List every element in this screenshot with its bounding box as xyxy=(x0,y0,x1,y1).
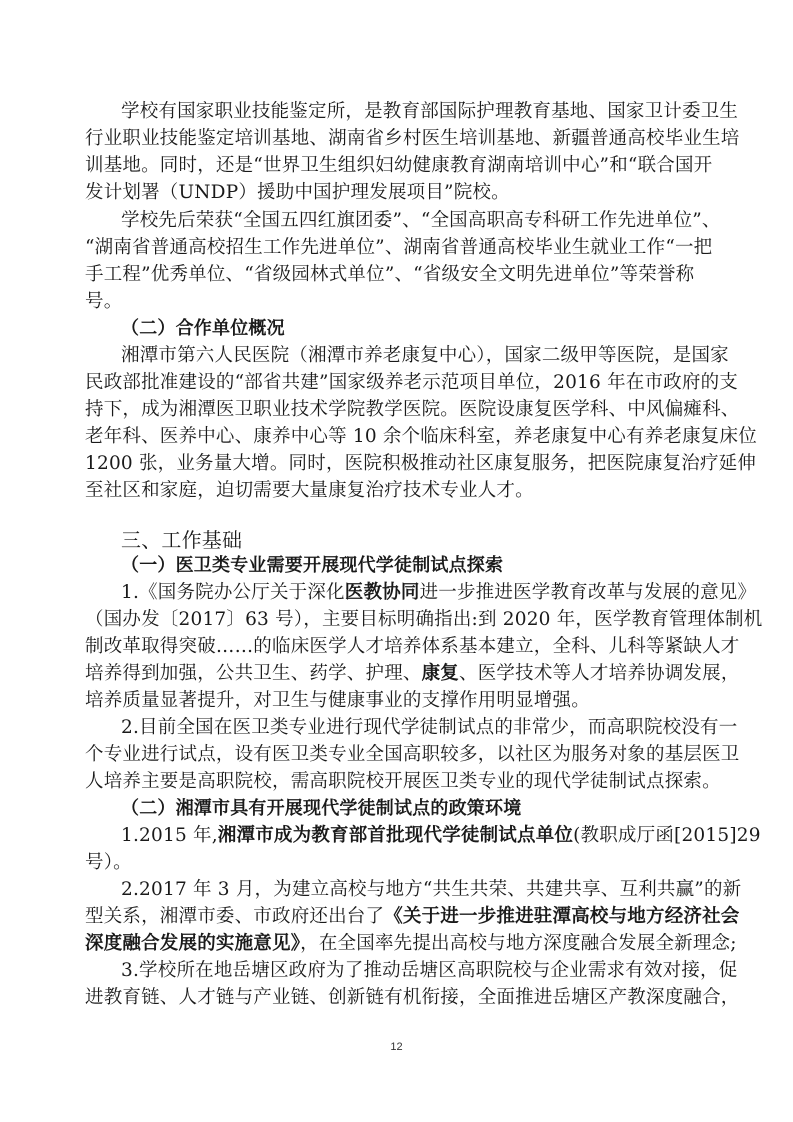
paragraph-line xyxy=(85,931,737,957)
subheading-partner: （二）合作单位概况 xyxy=(121,318,285,339)
bold-run: 湘潭市成为教育部首批现代学徒制试点单位 xyxy=(217,825,574,846)
paragraph-line: 老年科、医养中心、康养中心等 10 余个临床科室，养老康复中心有养老康复床位 xyxy=(85,426,757,447)
paragraph-line xyxy=(121,580,756,606)
subheading-2: （二）湘潭市具有开展现代学徒制试点的政策环境 xyxy=(121,798,522,819)
paragraph-line xyxy=(121,823,761,849)
paragraph-line: 制改革取得突破……的临床医学人才培养体系基本建立，全科、儿科等紧缺人才 xyxy=(85,636,740,657)
paragraph-line: 1200 张，业务量大增。同时，医院积极推动社区康复服务，把医院康复治疗延伸 xyxy=(85,453,757,474)
text-run: 型关系，湘潭市委、市政府还出台了 xyxy=(85,906,385,927)
bold-run: 医教协同 xyxy=(344,582,420,603)
paragraph-line: 训基地。同时，还是“世界卫生组织妇幼健康教育湖南培训中心”和“联合国开 xyxy=(85,155,713,176)
bold-run: 《关于进一步推进驻潭高校与地方经济社会 xyxy=(384,906,740,927)
paragraph-line: （国办发〔2017〕63 号），主要目标明确指出:到 2020 年，医学教育管理体制机 xyxy=(85,609,763,630)
paragraph-line: 2.目前全国在医卫类专业进行现代学徒制试点的非常少，而高职院校没有一 xyxy=(121,717,738,738)
paragraph-line xyxy=(85,904,740,930)
paragraph-line: 号）。 xyxy=(85,852,132,873)
paragraph-line: 2.2017 年 3 月，为建立高校与地方“共生共荣、共建共享、互利共赢”的新 xyxy=(121,879,742,900)
paragraph-line: 湘潭市第六人民医院（湘潭市养老康复中心），国家二级甲等医院，是国家 xyxy=(121,345,729,366)
paragraph-line: 民政部批准建设的“部省共建”国家级养老示范项目单位，2016 年在市政府的支 xyxy=(85,372,738,393)
bold-run: 深度融合发展的实施意见》 xyxy=(85,933,301,954)
paragraph-line: 号。 xyxy=(85,291,123,312)
text-run: ，在全国率先提出高校与地方深度融合发展全新理念; xyxy=(300,933,737,954)
section-heading: 三、工作基础 xyxy=(121,528,243,552)
paragraph-line: 学校有国家职业技能鉴定所，是教育部国际护理教育基地、国家卫计委卫生 xyxy=(121,101,739,122)
text-run: (教职成厅函[2015]29 xyxy=(573,825,761,846)
paragraph-line: 3.学校所在地岳塘区政府为了推动岳塘区高职院校与企业需求有效对接，促 xyxy=(121,960,738,981)
text-run: 1.2015 年, xyxy=(121,825,218,846)
subheading-1: （一）医卫类专业需要开展现代学徒制试点探索 xyxy=(121,555,504,576)
paragraph-line: 个专业进行试点，设有医卫类专业全国高职较多，以社区为服务对象的基层医卫 xyxy=(85,744,740,765)
bold-run: 康复 xyxy=(421,663,460,684)
paragraph-line: 人培养主要是高职院校，需高职院校开展医卫类专业的现代学徒制试点探索。 xyxy=(85,771,721,792)
paragraph-line: 培养质量显著提升，对卫生与健康事业的支撑作用明显增强。 xyxy=(85,690,590,711)
paragraph-line: 手工程”优秀单位、“省级园林式单位”、“省级安全文明先进单位”等荣誉称 xyxy=(85,264,695,285)
paragraph-line: 行业职业技能鉴定培训基地、湖南省乡村医生培训基地、新疆普通高校毕业生培 xyxy=(85,128,740,149)
text-run: 1.《国务院办公厅关于深化 xyxy=(121,582,345,603)
paragraph-line: 至社区和家庭，迫切需要大量康复治疗技术专业人才。 xyxy=(85,480,534,501)
paragraph-line: 持下，成为湘潭医卫职业技术学院教学医院。医院设康复医学科、中风偏瘫科、 xyxy=(85,399,740,420)
text-run: 培养得到加强，公共卫生、药学、护理、 xyxy=(85,663,422,684)
text-run: 进一步推进医学教育改革与发展的意见》 xyxy=(419,582,757,603)
paragraph-line xyxy=(85,661,740,687)
text-run: 、医学技术等人才培养协调发展， xyxy=(459,663,740,684)
paragraph-line: 发计划署（UNDP）援助中国护理发展项目”院校。 xyxy=(85,182,510,203)
paragraph-line: 学校先后荣获“全国五四红旗团委”、“全国高职高专科研工作先进单位”、 xyxy=(121,210,721,231)
paragraph-line: 进教育链、人才链与产业链、创新链有机衔接，全面推进岳塘区产教深度融合， xyxy=(85,987,740,1008)
paragraph-line: “湖南省普通高校招生工作先进单位”、湖南省普通高校毕业生就业工作“一把 xyxy=(85,237,713,258)
page-number: 12 xyxy=(390,1041,403,1053)
